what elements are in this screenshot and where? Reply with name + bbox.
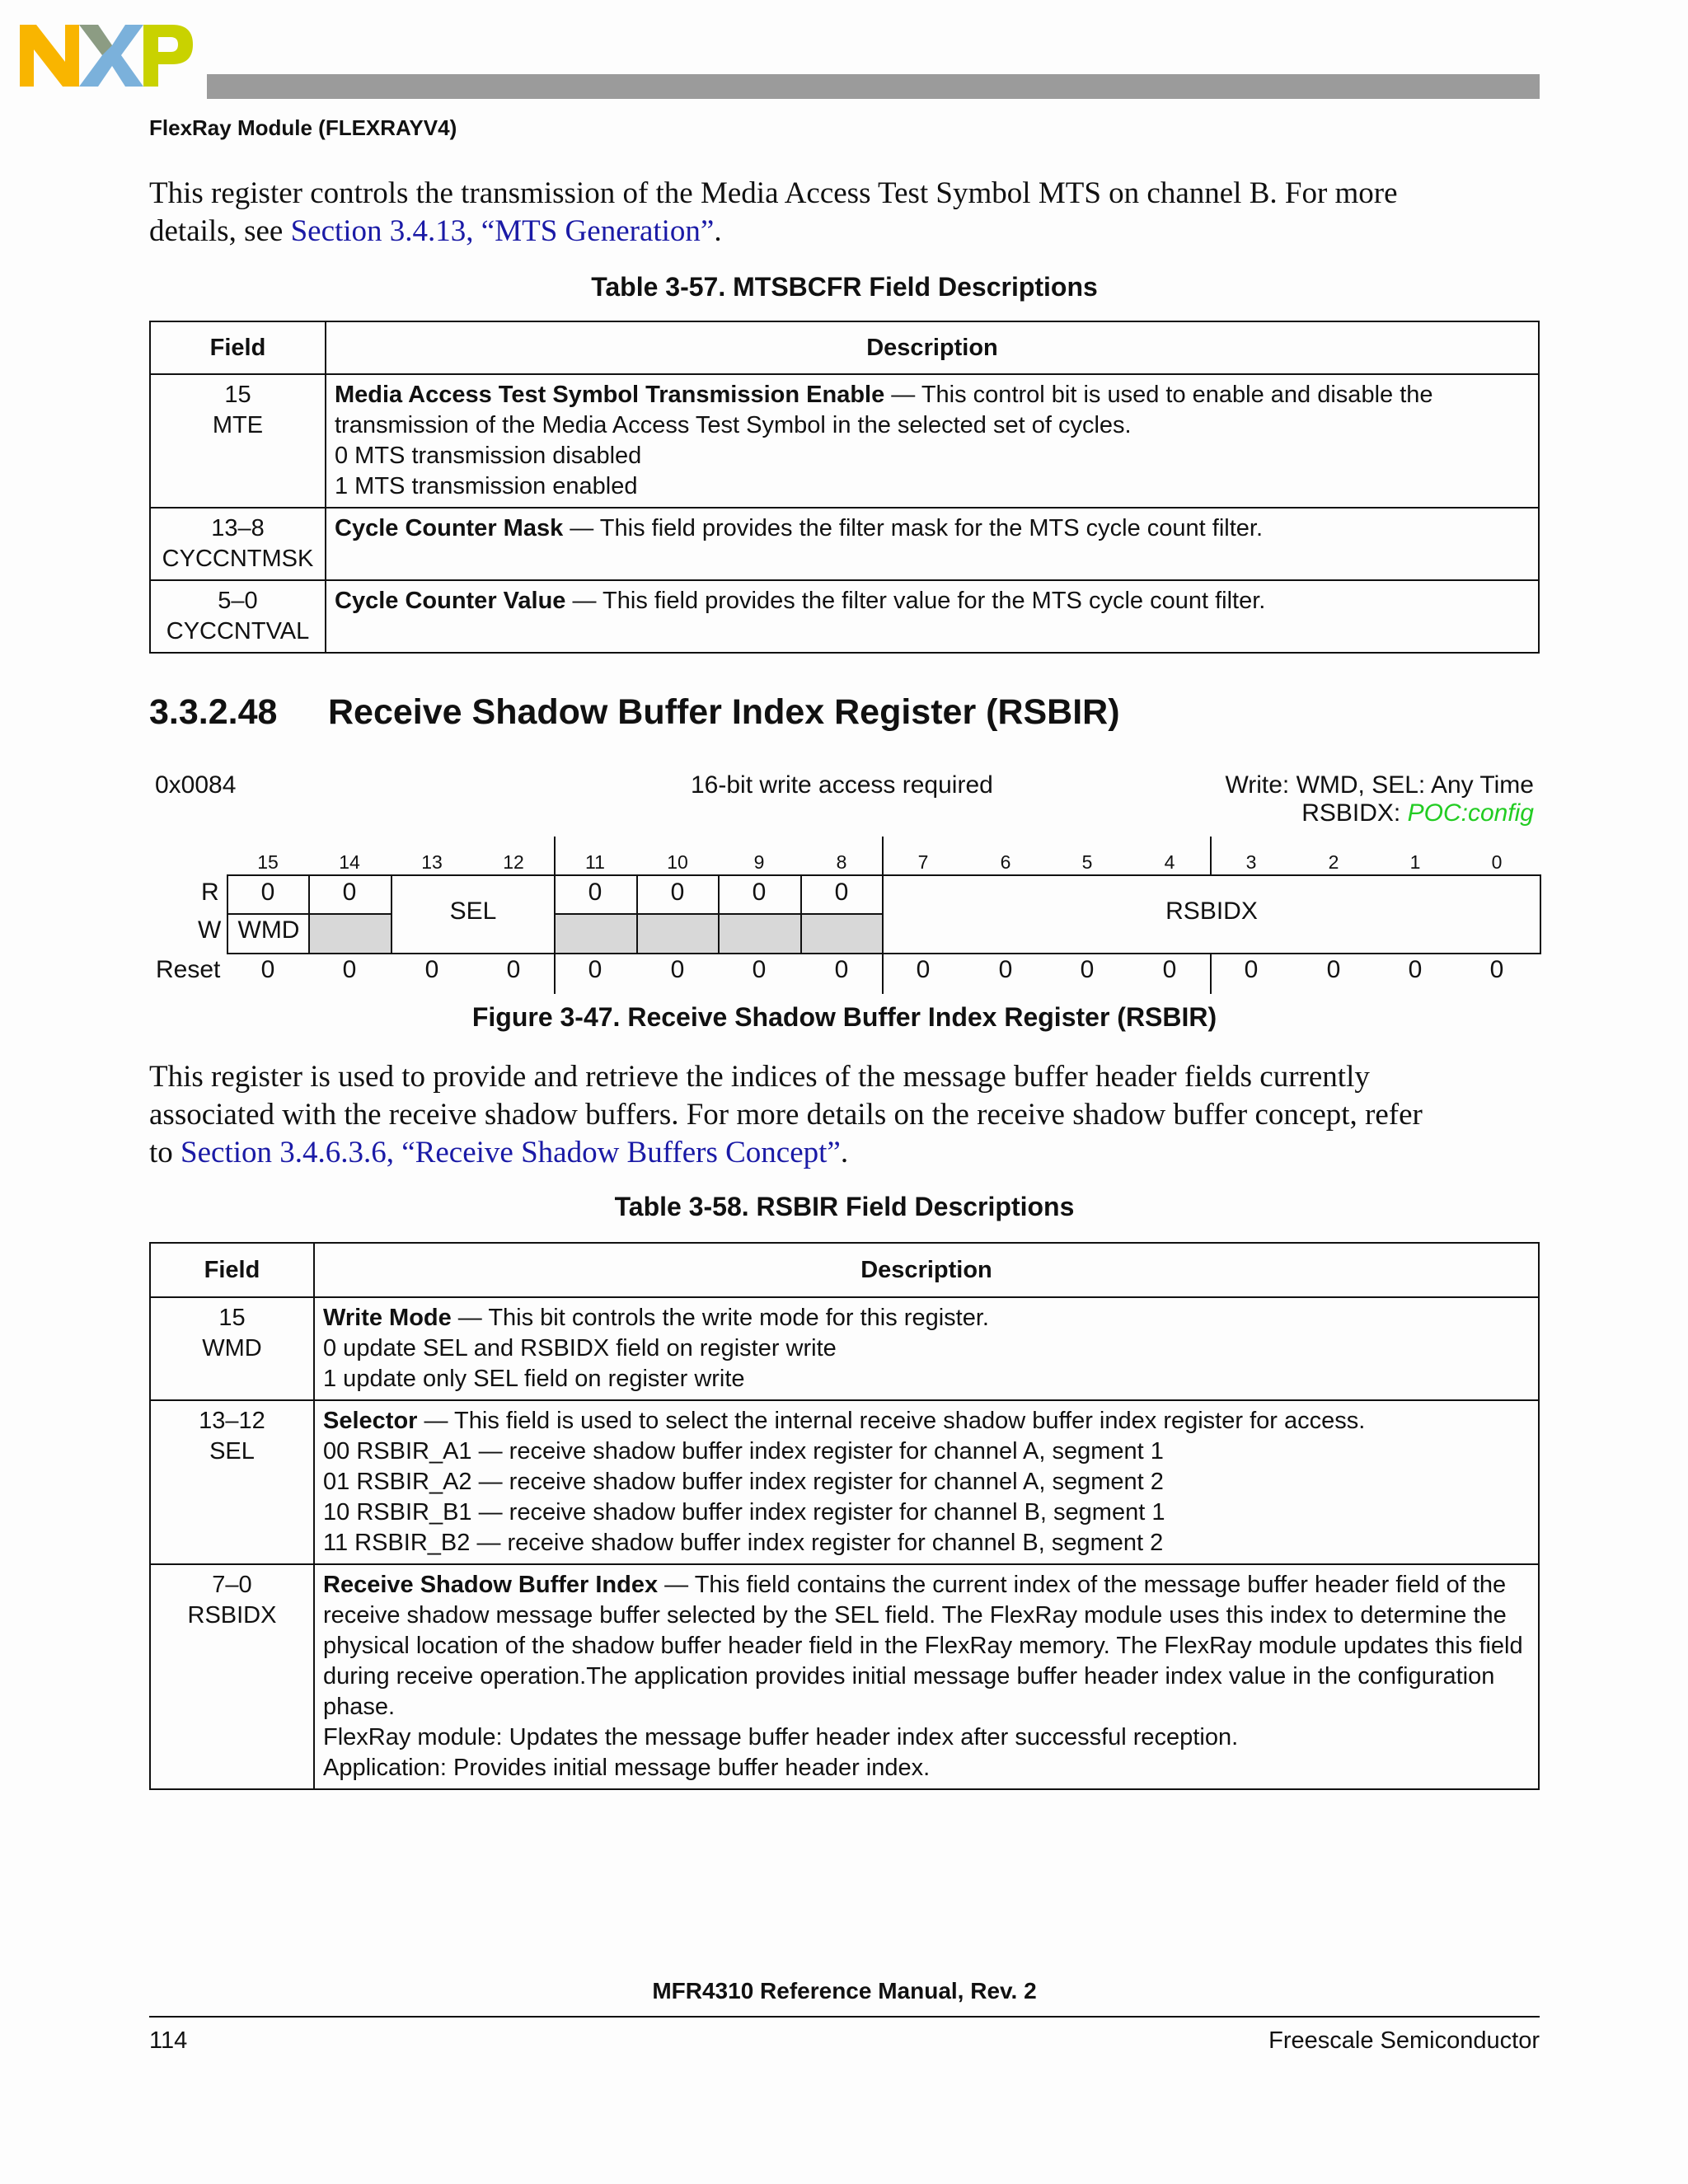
register-offset: 0x0084 — [155, 771, 237, 799]
column-header-description: Description — [326, 321, 1539, 374]
intro2-line3 — [149, 1134, 1550, 1172]
reserved-write-cell — [309, 914, 391, 953]
company-name: Freescale Semiconductor — [1268, 2027, 1540, 2054]
field-option: 0 update SEL and RSBIDX field on register write — [323, 1335, 837, 1361]
table-row — [150, 1400, 1539, 1564]
reset-value: 0 — [834, 956, 849, 983]
read-bit-value: 0 — [588, 879, 603, 906]
table1-caption: Table 3-57. MTSBCFR Field Descriptions — [591, 272, 1098, 302]
description-cell — [326, 580, 1539, 653]
column-header-description: Description — [314, 1243, 1539, 1297]
page-number: 114 — [149, 2027, 188, 2054]
field-name: CYCCNTVAL — [166, 618, 310, 644]
field-description: — This field is used to select the internal receive shadow buffer index register for access. — [417, 1408, 1366, 1434]
header-bar — [207, 74, 1540, 99]
table-row — [150, 1297, 1539, 1400]
cell-divider — [800, 874, 802, 954]
nibble-divider — [554, 954, 556, 994]
reset-value: 0 — [1244, 956, 1259, 983]
read-bit-value: 0 — [752, 879, 767, 906]
reset-value: 0 — [670, 956, 685, 983]
field-title: Cycle Counter Value — [335, 588, 566, 614]
read-bit-value: 0 — [342, 879, 357, 906]
field-option: 01 RSBIR_A2 — receive shadow buffer index register for channel A, segment 2 — [323, 1469, 1164, 1495]
footer-title: MFR4310 Reference Manual, Rev. 2 — [652, 1978, 1037, 2004]
field-cell — [150, 1297, 314, 1400]
field-cell — [150, 508, 326, 580]
bit-number: 6 — [1000, 851, 1011, 873]
field-description-line: FlexRay module: Updates the message buffer header index after successful reception. — [323, 1724, 1239, 1750]
bit-number: 2 — [1328, 851, 1339, 873]
table-row — [150, 374, 1539, 508]
write-info-poc: POC:config — [1407, 799, 1534, 827]
read-bit-value: 0 — [260, 879, 275, 906]
intro1-line1: This register controls the transmission of the Media Access Test Symbol MTS on channel B. For more — [149, 176, 1398, 210]
field-description: — This field provides the filter value for the MTS cycle count filter. — [565, 588, 1266, 614]
description-cell — [326, 508, 1539, 580]
table-header-row — [150, 321, 1539, 374]
field-option: 1 update only SEL field on register write — [323, 1366, 745, 1392]
reset-value: 0 — [342, 956, 357, 983]
description-cell — [314, 1564, 1539, 1789]
cell-divider — [636, 874, 638, 954]
intro-paragraph-2 — [149, 1058, 1550, 1172]
reset-value: 0 — [260, 956, 275, 983]
field-option: 0 MTS transmission disabled — [335, 443, 642, 469]
intro2-line1: This register is used to provide and retrieve the indices of the message buffer header fields currently — [149, 1060, 1370, 1094]
field-title: Media Access Test Symbol Transmission Enable — [335, 382, 885, 408]
reset-value: 0 — [916, 956, 931, 983]
cell-divider — [554, 874, 556, 954]
column-header-field: Field — [150, 321, 326, 374]
intro1-line2 — [149, 213, 1550, 251]
description-cell — [314, 1400, 1539, 1564]
register-write-info — [1225, 771, 1534, 827]
field-name: WMD — [202, 1335, 262, 1361]
bit-number: 15 — [257, 851, 279, 873]
field-bits: 15 — [218, 1305, 246, 1331]
field-option: 00 RSBIR_A1 — receive shadow buffer index register for channel A, segment 1 — [323, 1438, 1164, 1465]
field-bits: 5–0 — [218, 588, 258, 614]
field-bits: 7–0 — [212, 1572, 252, 1598]
intro-paragraph-1 — [149, 175, 1550, 251]
reset-value: 0 — [998, 956, 1013, 983]
field-bits: 15 — [224, 382, 251, 408]
description-cell — [326, 374, 1539, 508]
reset-value: 0 — [752, 956, 767, 983]
reset-value: 0 — [588, 956, 603, 983]
rsbir-table — [149, 1242, 1540, 1790]
row-label-w: W — [198, 916, 222, 944]
row-label-reset: Reset — [156, 956, 221, 983]
field-title: Receive Shadow Buffer Index — [323, 1572, 659, 1598]
cell-divider — [718, 874, 720, 954]
field-bits: 13–12 — [199, 1408, 265, 1434]
field-name: CYCCNTMSK — [162, 546, 314, 572]
section-heading — [149, 692, 1120, 733]
bit-number: 8 — [836, 851, 847, 873]
intro1-prefix: details, see — [149, 214, 291, 248]
field-cell — [150, 374, 326, 508]
field-option: 10 RSBIR_B1 — receive shadow buffer index register for channel B, segment 1 — [323, 1499, 1165, 1526]
field-name: MTE — [212, 412, 264, 438]
column-header-field: Field — [150, 1243, 314, 1297]
bit-number: 7 — [917, 851, 929, 873]
reset-value: 0 — [1408, 956, 1423, 983]
register-right-line — [1540, 874, 1541, 954]
section-title: Receive Shadow Buffer Index Register (RSBIR) — [328, 692, 1120, 732]
register-left-line — [227, 874, 228, 954]
bit-number: 3 — [1245, 851, 1257, 873]
field-title: Write Mode — [323, 1305, 452, 1331]
field-description: — This field provides the filter mask for the MTS cycle count filter. — [563, 515, 1264, 541]
bit-number: 4 — [1164, 851, 1175, 873]
nxp-logo — [20, 25, 193, 87]
reset-value: 0 — [1489, 956, 1504, 983]
bit-number: 12 — [503, 851, 524, 873]
nibble-divider — [1210, 954, 1212, 994]
nibble-divider — [882, 837, 884, 875]
reset-value: 0 — [1080, 956, 1095, 983]
bit-number: 5 — [1081, 851, 1093, 873]
bit-number: 14 — [339, 851, 360, 873]
nibble-divider — [554, 837, 556, 875]
mts-generation-link[interactable]: Section 3.4.13, “MTS Generation” — [290, 214, 715, 248]
bit-number: 10 — [667, 851, 688, 873]
field-bits: 13–8 — [211, 515, 265, 541]
bit-number: 1 — [1409, 851, 1421, 873]
field-cell — [150, 1400, 314, 1564]
read-bit-value: 0 — [670, 879, 685, 906]
bit-number: 0 — [1491, 851, 1503, 873]
reset-value: 0 — [1162, 956, 1177, 983]
field-description: — This control bit is used to enable and disable the — [884, 382, 1433, 408]
shadow-buffers-concept-link[interactable]: Section 3.4.6.3.6, “Receive Shadow Buffers Concept” — [181, 1136, 841, 1169]
table-row — [150, 1564, 1539, 1789]
register-bottom-line — [227, 953, 1541, 954]
table-row — [150, 580, 1539, 653]
rsbidx-field: RSBIDX — [1165, 898, 1258, 925]
read-bit-value: 0 — [834, 879, 849, 906]
intro2-suffix: . — [840, 1136, 849, 1169]
cell-divider — [308, 874, 310, 954]
sel-field: SEL — [449, 898, 497, 925]
table2-caption: Table 3-58. RSBIR Field Descriptions — [614, 1192, 1075, 1221]
write-info-line1: Write: WMD, SEL: Any Time — [1225, 771, 1534, 799]
field-description-line: Application: Provides initial message buffer header index. — [323, 1755, 931, 1781]
wmd-field: WMD — [237, 916, 300, 944]
field-option: 11 RSBIR_B2 — receive shadow buffer index register for channel B, segment 2 — [323, 1530, 1164, 1556]
field-description: — This field contains the current index of the message buffer header field of the receive shadow message buffer selected by the SEL field. The FlexRay module uses this index to determine the physical location of the shadow buffer header field in the FlexRay memory. The FlexRay module updates this field during receive operation.The application provides initial message buffer header index value in the configuration phase. — [323, 1572, 1523, 1720]
field-description-line: transmission of the Media Access Test Symbol in the selected set of cycles. — [335, 412, 1132, 438]
reset-value: 0 — [424, 956, 439, 983]
reset-value: 0 — [506, 956, 521, 983]
field-description: — This bit controls the write mode for this register. — [451, 1305, 989, 1331]
row-label-r: R — [201, 879, 219, 906]
field-title: Selector — [323, 1408, 418, 1434]
field-name: SEL — [209, 1438, 255, 1465]
register-top-line — [227, 874, 1541, 876]
register-access: 16-bit write access required — [691, 771, 993, 799]
mtsbcfr-table — [149, 321, 1540, 654]
bit-number: 11 — [585, 851, 605, 873]
intro2-line2: associated with the receive shadow buffers. For more details on the receive shadow buffer concept, refer — [149, 1098, 1423, 1132]
intro1-suffix: . — [714, 214, 722, 248]
intro2-prefix: to — [149, 1136, 181, 1169]
field-title: Cycle Counter Mask — [335, 515, 564, 541]
field-option: 1 MTS transmission enabled — [335, 473, 638, 499]
field-name: RSBIDX — [187, 1602, 277, 1629]
field-cell — [150, 1564, 314, 1789]
figure-caption: Figure 3-47. Receive Shadow Buffer Index Register (RSBIR) — [471, 1002, 1217, 1032]
section-number: 3.3.2.48 — [149, 692, 278, 732]
bit-number: 13 — [421, 851, 443, 873]
nibble-divider — [1210, 837, 1212, 875]
table-header-row — [150, 1243, 1539, 1297]
table-row — [150, 508, 1539, 580]
footer-rule — [149, 2016, 1540, 2018]
reset-value: 0 — [1326, 956, 1341, 983]
bit-number: 9 — [753, 851, 765, 873]
write-info-label: RSBIDX: — [1301, 799, 1408, 827]
nibble-divider — [882, 954, 884, 994]
field-cell — [150, 580, 326, 653]
running-head: FlexRay Module (FLEXRAYV4) — [149, 115, 457, 140]
description-cell — [314, 1297, 1539, 1400]
